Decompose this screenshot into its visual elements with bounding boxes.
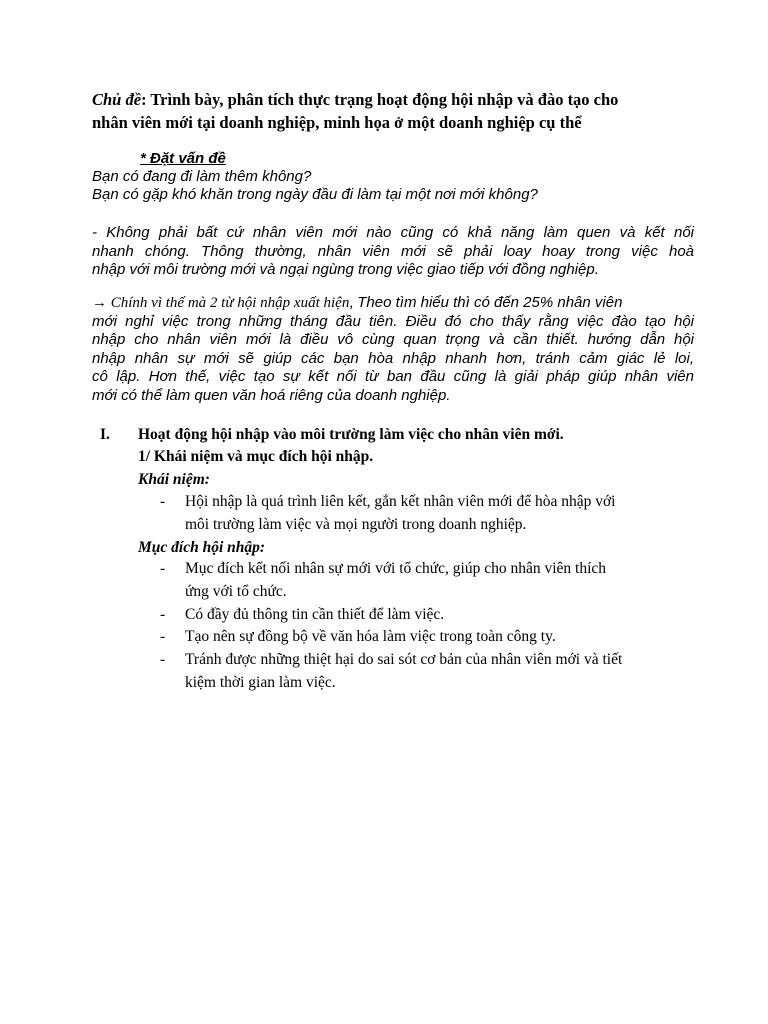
bullet-dash: - [160,651,166,668]
section-1-number: I. [100,426,110,443]
bullet-dash: - [160,628,166,645]
purpose-bullet-3 [160,625,556,648]
question-1: Bạn có đang đi làm thêm không? [92,168,312,185]
paragraph-2-line: nhập cho nhân viên mới là điều vô cùng quan trọng và cần thiết. hướng dẫn hội [92,331,694,349]
bullet-dash: - [160,493,166,510]
paragraph-2-line: mới có thể làm quen văn hoá riêng của doanh nghiệp. [92,386,451,404]
concept-bullet-1 [160,490,615,536]
paragraph-2-line [92,294,694,313]
paragraph-1-line: nhanh chóng. Thông thường, nhân viên mới sẽ phải loay hoay trong việc hoà [92,242,694,260]
paragraph-2 [92,294,694,406]
bullet-text-line: môi trường làm việc và mọi người trong doanh nghiệp. [185,516,527,533]
bullet-text-line: ứng với tổ chức. [185,583,287,600]
topic-line-2: nhân viên mới tại doanh nghiệp, minh họa ở một doanh nghiệp cụ thể [92,113,582,132]
paragraph-2-line: nhập nhân sự mới sẽ giúp các bạn hòa nhập nhanh hơn, tránh cảm giác lẻ loi, [92,349,694,367]
problem-heading: * Đặt vấn đề [140,150,226,167]
subsection-1-heading: 1/ Khái niệm và mục đích hội nhập. [138,448,374,465]
paragraph-2-line: cô lập. Hơn thế, việc tạo sự kết nối từ ban đầu cũng là giải pháp giúp nhân viên [92,368,694,386]
bullet-text-line: Mục đích kết nối nhân sự mới với tổ chức, giúp cho nhân viên thích [185,560,607,577]
bullet-text-line: Tạo nên sự đồng bộ về văn hóa làm việc trong toàn công ty. [185,628,556,645]
section-1-title: Hoạt động hội nhập vào môi trường làm việc cho nhân viên mới. [138,426,564,443]
topic-text-1: Trình bày, phân tích thực trạng hoạt động hội nhập và đào tạo cho [150,90,619,109]
purpose-bullet-4 [160,648,622,694]
topic-line-1: Chủ đề: Trình bày, phân tích thực trạng hoạt động hội nhập và đào tạo cho [92,90,619,109]
paragraph-2-first-rest: Theo tìm hiểu thì có đến 25% nhân viên [353,294,623,311]
bullet-text-line: Hội nhập là quá trình liên kết, gắn kết nhân viên mới để hòa nhập với [185,493,616,510]
topic-heading [92,88,692,134]
paragraph-2-line: mới nghỉ việc trong những tháng đầu tiên. Điều đó cho thấy rằng việc đào tạo hội [92,312,694,330]
paragraph-1-line: - Không phải bất cứ nhân viên mới nào cũng có khả năng làm quen và kết nối [92,224,694,241]
paragraph-1-line: nhập với môi trường mới và ngại ngùng trong việc giao tiếp với đồng nghiệp. [92,261,599,279]
section-1-heading [100,425,564,445]
topic-label: Chủ đề [92,90,142,109]
purpose-label: Mục đích hội nhập: [138,539,266,556]
concept-label: Khái niệm: [138,471,210,488]
question-2: Bạn có gặp khó khăn trong ngày đầu đi làm tại một nơi mới không? [92,186,538,203]
bullet-text-line: Có đầy đủ thông tin cần thiết để làm việc. [185,606,445,623]
bullet-text-line: Tránh được những thiệt hại do sai sót cơ bản của nhân viên mới và tiết [185,651,623,668]
purpose-bullet-1 [160,557,606,603]
paragraph-2-lead: → Chính vì thế mà 2 từ hội nhập xuất hiện, [92,295,354,311]
purpose-bullet-2 [160,603,444,626]
bullet-dash: - [160,606,166,623]
paragraph-1 [92,224,694,280]
bullet-dash: - [160,560,166,577]
bullet-text-line: kiệm thời gian làm việc. [185,674,336,691]
